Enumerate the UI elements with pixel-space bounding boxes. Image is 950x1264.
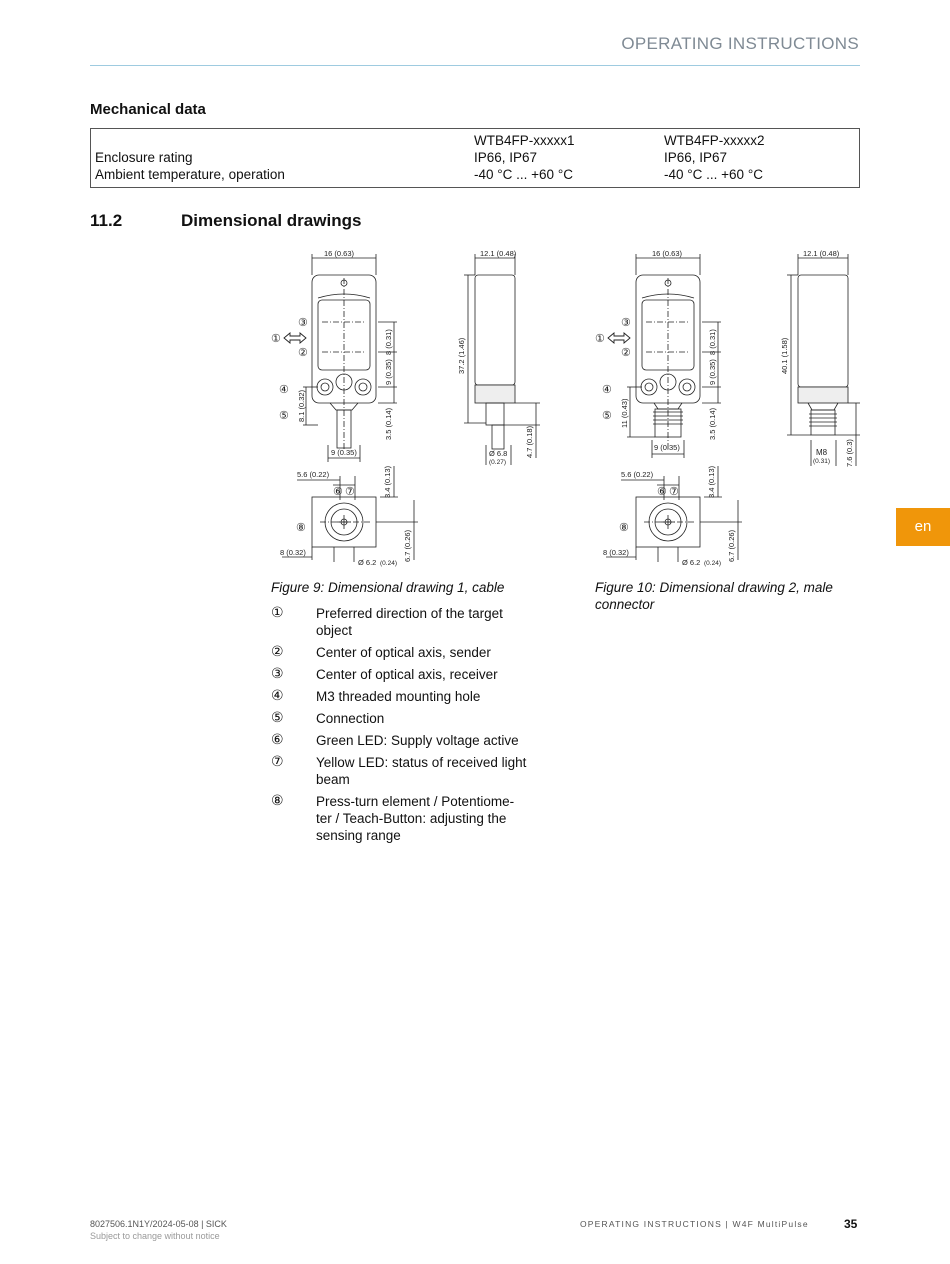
dimension-label: 37.2 (1.46) [457, 337, 466, 374]
marker-8: ⑧ [619, 522, 629, 534]
dimension-label: 11 (0.43) [620, 398, 629, 428]
connector-front-view [595, 249, 721, 458]
table-cell: IP66, IP67 [664, 150, 728, 165]
connector-side-view [780, 249, 860, 467]
legend-line: Preferred direction of the target [316, 606, 503, 621]
header-title: OPERATING INSTRUCTIONS [621, 34, 859, 53]
legend-text [316, 754, 541, 788]
dimension-label: 3.5 (0.14) [708, 407, 717, 440]
dimension-label: 8 (0.32) [280, 548, 306, 557]
caption-line: connector [595, 597, 655, 612]
dimension-label: 16 (0.63) [324, 249, 355, 258]
marker-2: ② [298, 347, 308, 359]
connector-top-view [603, 465, 742, 567]
dimension-label: 5.6 (0.22) [621, 470, 654, 479]
legend-line: Green LED: Supply voltage active [316, 733, 519, 748]
cable-top-view [280, 465, 418, 567]
dimension-label: (0.24) [380, 560, 397, 567]
marker-3: ③ [621, 317, 631, 329]
legend-text [316, 666, 541, 683]
marker-4: ④ [279, 384, 289, 396]
dimension-label: (0.31) [813, 458, 830, 465]
legend-number: ⑥ [271, 732, 284, 748]
marker-6: ⑥ [333, 486, 343, 498]
cable-front-view [271, 249, 397, 462]
legend-text [316, 710, 541, 727]
language-tab[interactable]: en [896, 508, 950, 546]
table-cell: Ambient temperature, operation [95, 167, 285, 182]
dimensional-drawings [0, 0, 950, 580]
marker-6: ⑥ [657, 486, 667, 498]
column-header: WTB4FP-xxxxx2 [664, 133, 765, 148]
legend-text [316, 793, 541, 844]
footer-left [90, 1218, 227, 1242]
table-cell: -40 °C ... +60 °C [664, 167, 763, 182]
column-header: WTB4FP-xxxxx1 [474, 133, 575, 148]
dimension-label: Ø 6.2 [682, 558, 701, 567]
dimension-label: 9 (0.35) [654, 443, 680, 452]
marker-7: ⑦ [345, 486, 355, 498]
dimension-label: (0.24) [704, 560, 721, 567]
dimension-label: 8.1 (0.32) [297, 389, 306, 422]
legend-line: M3 threaded mounting hole [316, 689, 481, 704]
dimension-label: Ø 6.2 [358, 558, 377, 567]
legend-line: Press-turn element / Potentiome- [316, 794, 515, 809]
legend-number: ⑤ [271, 710, 284, 726]
legend-line: Center of optical axis, receiver [316, 667, 498, 682]
legend-number: ① [271, 605, 284, 621]
dimension-label: 16 (0.63) [652, 249, 683, 258]
marker-8: ⑧ [296, 522, 306, 534]
marker-7: ⑦ [669, 486, 679, 498]
legend-line: Center of optical axis, sender [316, 645, 491, 660]
legend-number: ② [271, 644, 284, 660]
dimension-label: 8 (0.32) [603, 548, 629, 557]
dimension-label: 9 (0.35) [708, 359, 717, 385]
marker-5: ⑤ [602, 410, 612, 422]
page-number: 35 [844, 1217, 858, 1231]
footer-center: OPERATING INSTRUCTIONS | W4F MultiPulse [580, 1219, 809, 1229]
marker-4: ④ [602, 384, 612, 396]
dimension-label: 9 (0.35) [331, 448, 357, 457]
figure-9-caption: Figure 9: Dimensional drawing 1, cable [271, 580, 505, 595]
footer-notice: Subject to change without notice [90, 1231, 220, 1241]
legend-text [316, 732, 541, 749]
dimension-label: 8 (0.31) [708, 329, 717, 355]
dimension-label: 12.1 (0.48) [480, 249, 517, 258]
dimension-label: 7.6 (0.3) [845, 439, 854, 467]
legend-line: ter / Teach-Button: adjusting the [316, 811, 507, 826]
caption-line: Figure 10: Dimensional drawing 2, male [595, 580, 833, 595]
marker-3: ③ [298, 317, 308, 329]
footer-doc-id: 8027506.1N1Y/2024-05-08 | SICK [90, 1219, 227, 1229]
dimension-label: 40.1 (1.58) [780, 337, 789, 374]
marker-1: ① [271, 333, 281, 345]
legend-line: beam [316, 772, 350, 787]
dimension-label: 4.7 (0.18) [525, 425, 534, 458]
dimension-label: 5.6 (0.22) [297, 470, 330, 479]
marker-1: ① [595, 333, 605, 345]
dimension-label: 12.1 (0.48) [803, 249, 840, 258]
legend-line: Yellow LED: status of received light [316, 755, 527, 770]
dimension-label: 3.5 (0.14) [384, 407, 393, 440]
dimension-label: 9 (0.35) [384, 359, 393, 385]
legend-line: object [316, 623, 353, 638]
table-cell: IP66, IP67 [474, 150, 538, 165]
dimension-label: 6.7 (0.26) [727, 529, 736, 562]
dimension-label: (0.27) [489, 459, 506, 466]
marker-5: ⑤ [279, 410, 289, 422]
table-cell: Enclosure rating [95, 150, 193, 165]
dimension-label: 8 (0.31) [384, 329, 393, 355]
cable-side-view [457, 249, 540, 466]
table-cell: -40 °C ... +60 °C [474, 167, 573, 182]
legend-line: Connection [316, 711, 385, 726]
legend-line: sensing range [316, 828, 401, 843]
legend-text [316, 644, 541, 661]
figure-10-caption [595, 579, 833, 613]
legend-number: ③ [271, 666, 284, 682]
legend-number: ⑦ [271, 754, 284, 770]
mechanical-data-heading: Mechanical data [90, 101, 206, 118]
marker-2: ② [621, 347, 631, 359]
section-number: 11.2 [90, 211, 123, 230]
legend-text [316, 605, 541, 639]
dimension-label: Ø 6.8 [489, 449, 508, 458]
dimension-label: M8 [816, 448, 828, 457]
legend-number: ⑧ [271, 793, 284, 809]
section-title: Dimensional drawings [181, 211, 362, 230]
dimension-label: 3.4 (0.13) [707, 465, 716, 498]
dimension-label: 3.4 (0.13) [383, 465, 392, 498]
legend-text [316, 688, 541, 705]
legend-number: ④ [271, 688, 284, 704]
dimension-label: 6.7 (0.26) [403, 529, 412, 562]
